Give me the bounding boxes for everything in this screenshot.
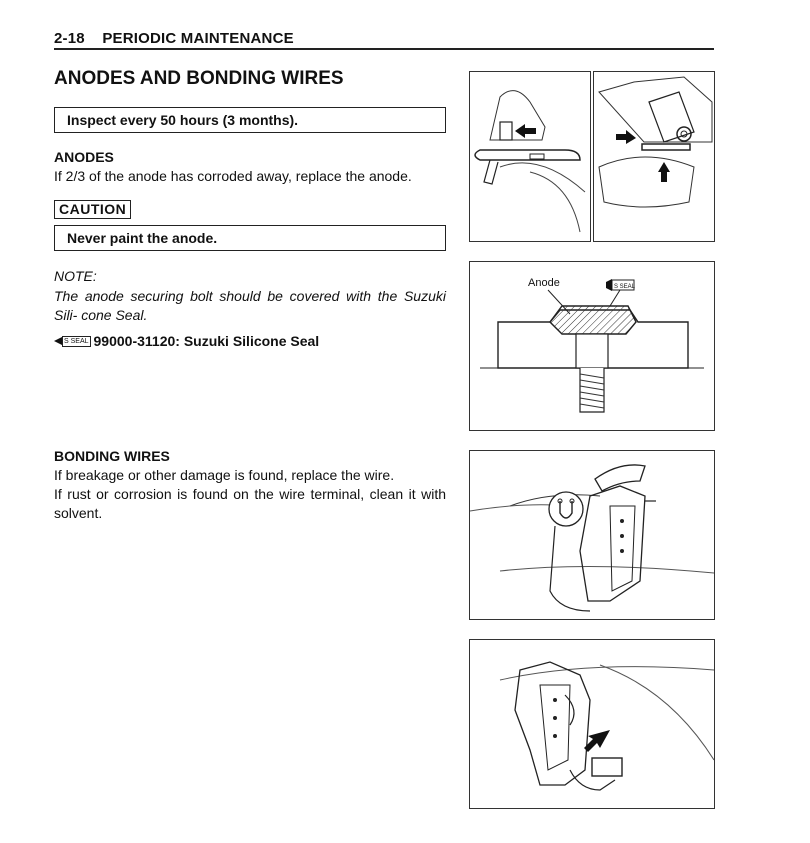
figure-lower-unit-anode <box>469 639 715 809</box>
arrow-icon <box>515 124 536 138</box>
note-label: NOTE: <box>54 268 97 284</box>
inspect-interval-box <box>54 107 446 133</box>
seal-part-number: 99000-31120: Suzuki Silicone Seal <box>93 333 320 349</box>
figure-bonding-wire <box>469 450 715 620</box>
seal-badge: S SEAL <box>64 337 89 345</box>
anode-callout-label: Anode <box>528 277 560 289</box>
bonding-heading: BONDING WIRES <box>54 448 170 464</box>
header-divider <box>54 48 714 50</box>
arrow-icon <box>658 162 670 182</box>
caution-label: CAUTION <box>54 200 131 219</box>
figure-anode-bracket-right <box>593 71 715 242</box>
bonding-text <box>54 466 446 523</box>
caution-box <box>54 225 446 251</box>
seal-tube-icon <box>54 336 91 347</box>
anodes-heading: ANODES <box>54 149 114 165</box>
figure-anode-cross-section <box>469 261 715 431</box>
anode-cross-section-drawing <box>470 262 714 430</box>
section-title: PERIODIC MAINTENANCE <box>102 30 294 47</box>
arrow-icon <box>616 130 636 144</box>
inspect-interval-text: Inspect every 50 hours (3 months). <box>67 112 299 128</box>
bonding-wire-drawing <box>470 451 714 619</box>
page-title: ANODES AND BONDING WIRES <box>54 68 344 89</box>
seal-callout-badge: S SEAL <box>614 284 636 290</box>
anodes-text: If 2/3 of the anode has corroded away, replace the anode. <box>54 168 412 184</box>
silicone-seal-line <box>54 333 319 349</box>
caution-text: Never paint the anode. <box>67 230 218 246</box>
bonding-line-2: If rust or corrosion is found on the wire terminal, clean it with solvent. <box>54 486 446 521</box>
anode-bracket-left-drawing <box>470 72 590 241</box>
bonding-line-1: If breakage or other damage is found, replace the wire. <box>54 467 395 483</box>
figure-anode-bracket-left <box>469 71 591 242</box>
lower-unit-anode-drawing <box>470 640 714 808</box>
page-header <box>54 30 294 47</box>
note-text: The anode securing bolt should be covered with the Suzuki Sili- cone Seal. <box>54 288 446 323</box>
anode-bracket-right-drawing <box>594 72 714 241</box>
page-number: 2-18 <box>54 30 85 47</box>
